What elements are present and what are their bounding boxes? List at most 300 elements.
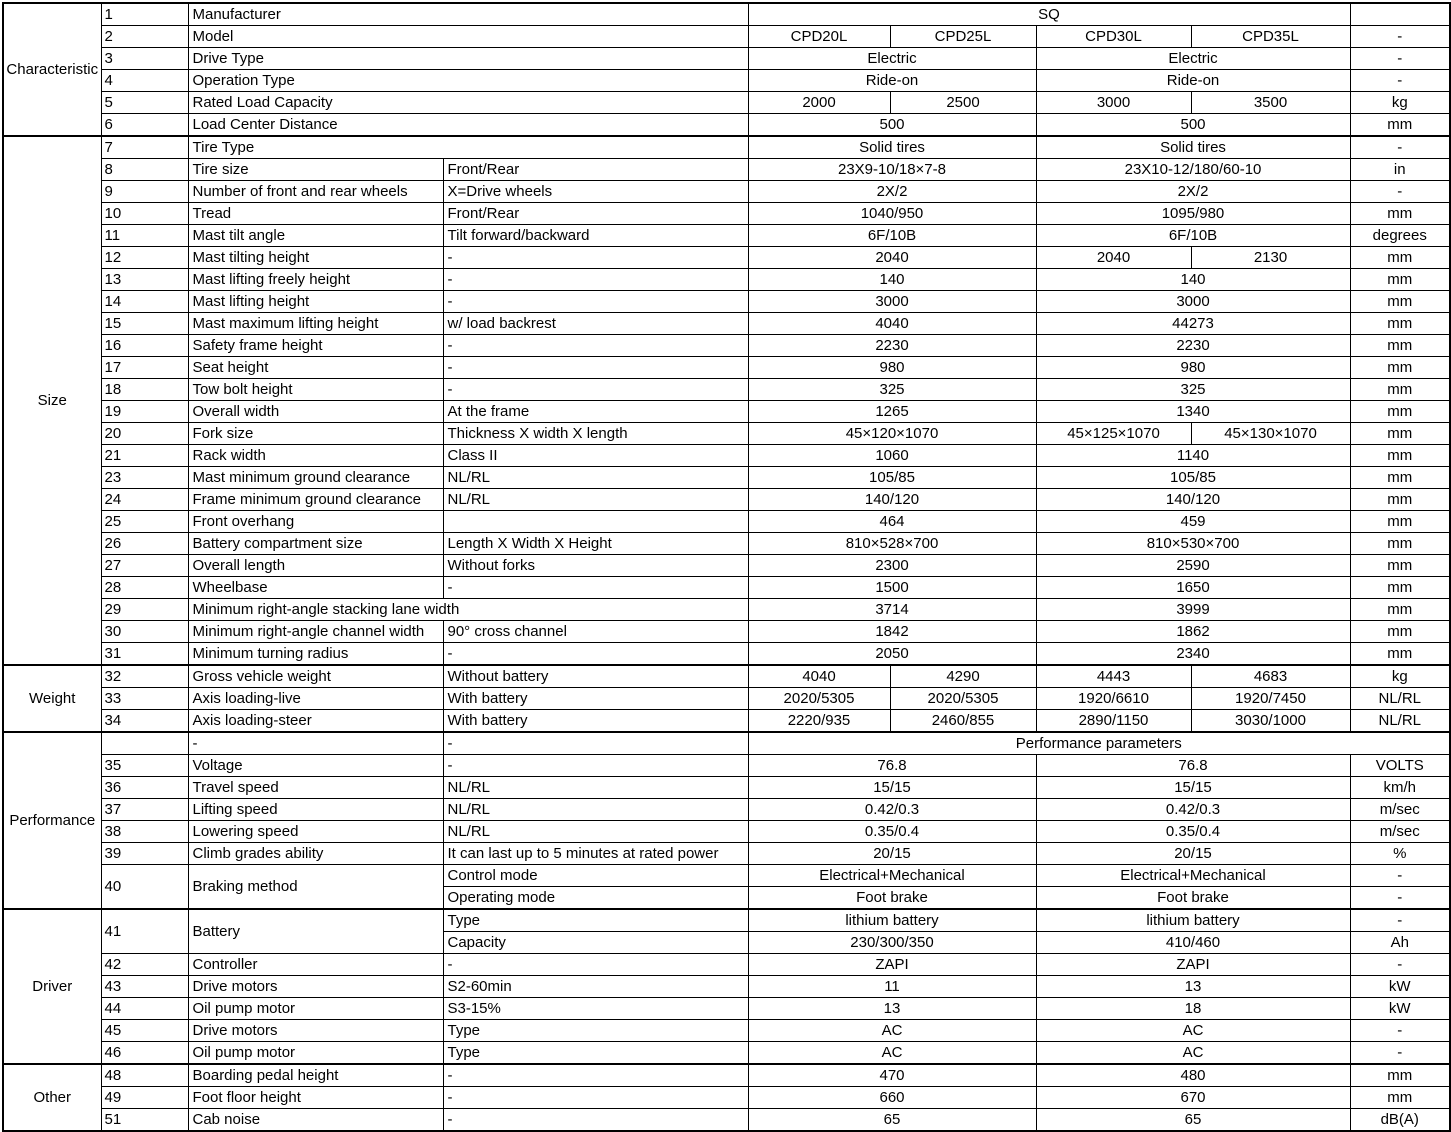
row-number-cell: 25 (101, 511, 188, 533)
row-number-cell: 14 (101, 291, 188, 313)
value-cell: 3999 (1036, 599, 1350, 621)
param-name-cell: Drive Type (188, 48, 748, 70)
param-name-cell: Mast lifting freely height (188, 269, 443, 291)
value-cell: 1265 (748, 401, 1036, 423)
table-row (3, 799, 1450, 821)
table-row (3, 181, 1450, 203)
param-name-cell: Overall width (188, 401, 443, 423)
param-desc-cell: Front/Rear (443, 203, 748, 225)
param-name-cell: Load Center Distance (188, 114, 748, 137)
table-row (3, 1087, 1450, 1109)
row-number-cell: 40 (101, 865, 188, 910)
param-desc-cell: Thickness X width X length (443, 423, 748, 445)
category-cell: Characteristic (3, 3, 101, 136)
value-cell: 2000 (748, 92, 890, 114)
value-cell: 2X/2 (748, 181, 1036, 203)
row-number-cell: 16 (101, 335, 188, 357)
table-row (3, 533, 1450, 555)
param-desc-cell: NL/RL (443, 821, 748, 843)
value-cell: ZAPI (1036, 954, 1350, 976)
param-name-cell: - (188, 732, 443, 755)
value-cell: 2340 (1036, 643, 1350, 666)
unit-cell: VOLTS (1350, 755, 1450, 777)
value-cell: 410/460 (1036, 932, 1350, 954)
table-row (3, 357, 1450, 379)
param-desc-cell: - (443, 269, 748, 291)
value-cell: 4683 (1191, 665, 1350, 688)
value-cell: lithium battery (748, 909, 1036, 932)
value-cell: 1040/950 (748, 203, 1036, 225)
value-cell: 2590 (1036, 555, 1350, 577)
value-cell: AC (1036, 1020, 1350, 1042)
param-name-cell: Cab noise (188, 1109, 443, 1132)
param-name-cell: Mast lifting height (188, 291, 443, 313)
value-cell: CPD25L (890, 26, 1036, 48)
value-cell: CPD30L (1036, 26, 1191, 48)
table-row (3, 423, 1450, 445)
param-desc-cell: Without battery (443, 665, 748, 688)
value-cell: 464 (748, 511, 1036, 533)
row-number-cell: 15 (101, 313, 188, 335)
table-row (3, 998, 1450, 1020)
value-cell: Ride-on (748, 70, 1036, 92)
value-cell: 2130 (1191, 247, 1350, 269)
row-number-cell: 46 (101, 1042, 188, 1065)
param-desc-cell: - (443, 247, 748, 269)
unit-cell: m/sec (1350, 821, 1450, 843)
unit-cell: dB(A) (1350, 1109, 1450, 1132)
table-row (3, 313, 1450, 335)
table-row (3, 577, 1450, 599)
unit-cell: km/h (1350, 777, 1450, 799)
row-number-cell: 45 (101, 1020, 188, 1042)
param-name-cell: Drive motors (188, 976, 443, 998)
table-row (3, 954, 1450, 976)
value-cell: 0.42/0.3 (1036, 799, 1350, 821)
row-number-cell: 24 (101, 489, 188, 511)
row-number-cell: 4 (101, 70, 188, 92)
row-number-cell: 49 (101, 1087, 188, 1109)
unit-cell: NL/RL (1350, 710, 1450, 733)
table-row (3, 710, 1450, 733)
row-number-cell: 12 (101, 247, 188, 269)
row-number-cell: 43 (101, 976, 188, 998)
unit-cell: mm (1350, 511, 1450, 533)
row-number-cell: 35 (101, 755, 188, 777)
param-name-cell: Gross vehicle weight (188, 665, 443, 688)
value-cell: 4290 (890, 665, 1036, 688)
param-desc-cell (443, 511, 748, 533)
value-cell: 1920/6610 (1036, 688, 1191, 710)
param-desc-cell: Type (443, 909, 748, 932)
value-cell: 470 (748, 1064, 1036, 1087)
value-cell: 4040 (748, 313, 1036, 335)
unit-cell: - (1350, 1020, 1450, 1042)
row-number-cell: 2 (101, 26, 188, 48)
unit-cell: mm (1350, 313, 1450, 335)
param-name-cell: Seat height (188, 357, 443, 379)
table-row (3, 489, 1450, 511)
value-cell: 4443 (1036, 665, 1191, 688)
param-name-cell: Foot floor height (188, 1087, 443, 1109)
unit-cell: % (1350, 843, 1450, 865)
unit-cell: - (1350, 954, 1450, 976)
param-name-cell: Safety frame height (188, 335, 443, 357)
table-row (3, 1109, 1450, 1132)
row-number-cell: 29 (101, 599, 188, 621)
value-cell: 1500 (748, 577, 1036, 599)
row-number-cell: 32 (101, 665, 188, 688)
value-cell: 1340 (1036, 401, 1350, 423)
row-number-cell: 34 (101, 710, 188, 733)
unit-cell: mm (1350, 489, 1450, 511)
param-name-cell: Braking method (188, 865, 443, 910)
param-desc-cell: It can last up to 5 minutes at rated power (443, 843, 748, 865)
table-row (3, 732, 1450, 755)
value-cell: 459 (1036, 511, 1350, 533)
value-cell: 13 (748, 998, 1036, 1020)
value-cell: 1650 (1036, 577, 1350, 599)
param-name-cell: Climb grades ability (188, 843, 443, 865)
value-cell: Solid tires (1036, 136, 1350, 159)
param-desc-cell: With battery (443, 688, 748, 710)
value-cell: 140/120 (748, 489, 1036, 511)
value-cell: AC (748, 1042, 1036, 1065)
value-cell: Ride-on (1036, 70, 1350, 92)
table-row (3, 843, 1450, 865)
value-cell: 4040 (748, 665, 890, 688)
value-cell: 3000 (1036, 92, 1191, 114)
value-cell: 140 (1036, 269, 1350, 291)
row-number-cell: 8 (101, 159, 188, 181)
table-row (3, 621, 1450, 643)
value-cell: Electrical+Mechanical (748, 865, 1036, 887)
param-name-cell: Minimum turning radius (188, 643, 443, 666)
table-row (3, 159, 1450, 181)
unit-cell: mm (1350, 423, 1450, 445)
param-desc-cell: Length X Width X Height (443, 533, 748, 555)
value-cell: 76.8 (1036, 755, 1350, 777)
table-row (3, 555, 1450, 577)
value-cell: 2020/5305 (890, 688, 1036, 710)
param-name-cell: Wheelbase (188, 577, 443, 599)
param-name-cell: Tow bolt height (188, 379, 443, 401)
table-row (3, 599, 1450, 621)
unit-cell: mm (1350, 203, 1450, 225)
unit-cell: mm (1350, 555, 1450, 577)
row-number-cell: 18 (101, 379, 188, 401)
value-cell: 3000 (1036, 291, 1350, 313)
param-desc-cell: 90° cross channel (443, 621, 748, 643)
unit-cell: mm (1350, 621, 1450, 643)
row-number-cell: 42 (101, 954, 188, 976)
value-cell: 140/120 (1036, 489, 1350, 511)
value-cell: 2890/1150 (1036, 710, 1191, 733)
param-desc-cell: - (443, 1109, 748, 1132)
unit-cell: mm (1350, 467, 1450, 489)
table-row (3, 92, 1450, 114)
param-name-cell: Tire size (188, 159, 443, 181)
value-cell: 810×530×700 (1036, 533, 1350, 555)
table-row (3, 379, 1450, 401)
value-cell: 45×120×1070 (748, 423, 1036, 445)
row-number-cell: 3 (101, 48, 188, 70)
row-number-cell: 33 (101, 688, 188, 710)
table-row (3, 401, 1450, 423)
table-row (3, 1042, 1450, 1065)
param-desc-cell: NL/RL (443, 467, 748, 489)
param-desc-cell: Without forks (443, 555, 748, 577)
unit-cell: mm (1350, 1064, 1450, 1087)
table-row (3, 26, 1450, 48)
param-desc-cell: S3-15% (443, 998, 748, 1020)
param-desc-cell: - (443, 755, 748, 777)
param-name-cell: Lifting speed (188, 799, 443, 821)
param-name-cell: Travel speed (188, 777, 443, 799)
value-cell: 0.42/0.3 (748, 799, 1036, 821)
table-row (3, 335, 1450, 357)
unit-cell: mm (1350, 401, 1450, 423)
param-desc-cell: Class II (443, 445, 748, 467)
value-cell: SQ (748, 3, 1350, 26)
param-desc-cell: - (443, 732, 748, 755)
row-number-cell: 19 (101, 401, 188, 423)
param-desc-cell: - (443, 335, 748, 357)
value-cell: 2040 (748, 247, 1036, 269)
value-cell: 2460/855 (890, 710, 1036, 733)
category-cell: Driver (3, 909, 101, 1064)
value-cell: 230/300/350 (748, 932, 1036, 954)
param-name-cell: Manufacturer (188, 3, 748, 26)
param-name-cell: Tread (188, 203, 443, 225)
param-name-cell: Tire Type (188, 136, 748, 159)
row-number-cell: 39 (101, 843, 188, 865)
value-cell: 105/85 (1036, 467, 1350, 489)
row-number-cell: 28 (101, 577, 188, 599)
value-cell: 65 (748, 1109, 1036, 1132)
value-cell: 23X10-12/180/60-10 (1036, 159, 1350, 181)
unit-cell: mm (1350, 114, 1450, 137)
param-desc-cell: - (443, 1087, 748, 1109)
category-cell: Other (3, 1064, 101, 1131)
unit-cell: in (1350, 159, 1450, 181)
value-cell: 11 (748, 976, 1036, 998)
value-cell: 3000 (748, 291, 1036, 313)
table-row (3, 203, 1450, 225)
param-desc-cell: Type (443, 1020, 748, 1042)
unit-cell: mm (1350, 269, 1450, 291)
value-cell: 2040 (1036, 247, 1191, 269)
param-name-cell: Oil pump motor (188, 1042, 443, 1065)
table-row (3, 665, 1450, 688)
row-number-cell: 20 (101, 423, 188, 445)
param-name-cell: Axis loading-steer (188, 710, 443, 733)
value-cell: CPD20L (748, 26, 890, 48)
table-row (3, 48, 1450, 70)
unit-cell: mm (1350, 643, 1450, 666)
param-name-cell: Mast maximum lifting height (188, 313, 443, 335)
row-number-cell: 6 (101, 114, 188, 137)
param-name-cell: Lowering speed (188, 821, 443, 843)
row-number-cell: 37 (101, 799, 188, 821)
table-row (3, 643, 1450, 666)
value-cell: 0.35/0.4 (1036, 821, 1350, 843)
row-number-cell: 11 (101, 225, 188, 247)
param-name-cell: Axis loading-live (188, 688, 443, 710)
unit-cell: mm (1350, 357, 1450, 379)
row-number-cell: 7 (101, 136, 188, 159)
value-cell: 20/15 (1036, 843, 1350, 865)
param-desc-cell: Tilt forward/backward (443, 225, 748, 247)
value-cell: 65 (1036, 1109, 1350, 1132)
value-cell: 1862 (1036, 621, 1350, 643)
param-desc-cell: w/ load backrest (443, 313, 748, 335)
param-name-cell: Minimum right-angle stacking lane width (188, 599, 748, 621)
unit-cell: mm (1350, 533, 1450, 555)
table-row (3, 445, 1450, 467)
unit-cell: kg (1350, 92, 1450, 114)
value-cell: 15/15 (1036, 777, 1350, 799)
value-cell: 480 (1036, 1064, 1350, 1087)
row-number-cell: 31 (101, 643, 188, 666)
table-row (3, 865, 1450, 887)
value-cell: AC (748, 1020, 1036, 1042)
row-number-cell: 41 (101, 909, 188, 954)
param-desc-cell: X=Drive wheels (443, 181, 748, 203)
row-number-cell: 21 (101, 445, 188, 467)
table-row (3, 909, 1450, 932)
param-desc-cell: S2-60min (443, 976, 748, 998)
row-number-cell: 26 (101, 533, 188, 555)
value-cell: 105/85 (748, 467, 1036, 489)
param-name-cell: Operation Type (188, 70, 748, 92)
param-desc-cell: Control mode (443, 865, 748, 887)
unit-cell: mm (1350, 379, 1450, 401)
value-cell: 45×125×1070 (1036, 423, 1191, 445)
row-number-cell: 17 (101, 357, 188, 379)
value-cell: 0.35/0.4 (748, 821, 1036, 843)
unit-cell: - (1350, 136, 1450, 159)
param-name-cell: Mast minimum ground clearance (188, 467, 443, 489)
value-cell: 2050 (748, 643, 1036, 666)
row-number-cell: 1 (101, 3, 188, 26)
unit-cell (1350, 3, 1450, 26)
category-cell: Performance (3, 732, 101, 909)
param-name-cell: Fork size (188, 423, 443, 445)
table-row (3, 1020, 1450, 1042)
param-desc-cell: - (443, 954, 748, 976)
value-cell: 810×528×700 (748, 533, 1036, 555)
param-desc-cell: With battery (443, 710, 748, 733)
table-row (3, 247, 1450, 269)
unit-cell: kW (1350, 998, 1450, 1020)
value-cell: 2X/2 (1036, 181, 1350, 203)
param-name-cell: Battery compartment size (188, 533, 443, 555)
value-cell: 500 (748, 114, 1036, 137)
table-row (3, 821, 1450, 843)
param-name-cell: Oil pump motor (188, 998, 443, 1020)
param-desc-cell: NL/RL (443, 777, 748, 799)
unit-cell: - (1350, 48, 1450, 70)
value-cell: 2300 (748, 555, 1036, 577)
table-row (3, 225, 1450, 247)
value-cell: 980 (748, 357, 1036, 379)
row-number-cell: 5 (101, 92, 188, 114)
unit-cell: mm (1350, 291, 1450, 313)
value-cell: Electric (1036, 48, 1350, 70)
table-row (3, 511, 1450, 533)
row-number-cell: 51 (101, 1109, 188, 1132)
param-name-cell: Rated Load Capacity (188, 92, 748, 114)
param-name-cell: Model (188, 26, 748, 48)
param-name-cell: Mast tilting height (188, 247, 443, 269)
unit-cell: - (1350, 865, 1450, 887)
param-name-cell: Controller (188, 954, 443, 976)
param-name-cell: Frame minimum ground clearance (188, 489, 443, 511)
value-cell: Electric (748, 48, 1036, 70)
param-desc-cell: - (443, 291, 748, 313)
row-number-cell: 9 (101, 181, 188, 203)
table-row (3, 688, 1450, 710)
param-desc-cell: - (443, 379, 748, 401)
param-name-cell: Boarding pedal height (188, 1064, 443, 1087)
param-name-cell: Drive motors (188, 1020, 443, 1042)
value-cell: Solid tires (748, 136, 1036, 159)
value-cell: 13 (1036, 976, 1350, 998)
unit-cell: mm (1350, 335, 1450, 357)
param-desc-cell: - (443, 643, 748, 666)
row-number-cell: 44 (101, 998, 188, 1020)
param-name-cell: Voltage (188, 755, 443, 777)
value-cell: CPD35L (1191, 26, 1350, 48)
category-cell: Size (3, 136, 101, 665)
unit-cell: mm (1350, 247, 1450, 269)
table-row (3, 467, 1450, 489)
table-row (3, 136, 1450, 159)
value-cell: 1920/7450 (1191, 688, 1350, 710)
unit-cell: - (1350, 181, 1450, 203)
unit-cell: mm (1350, 445, 1450, 467)
row-number-cell: 10 (101, 203, 188, 225)
value-cell: 670 (1036, 1087, 1350, 1109)
category-cell: Weight (3, 665, 101, 732)
value-cell: 6F/10B (748, 225, 1036, 247)
param-name-cell: Minimum right-angle channel width (188, 621, 443, 643)
param-name-cell: Rack width (188, 445, 443, 467)
row-number-cell: 38 (101, 821, 188, 843)
param-name-cell: Number of front and rear wheels (188, 181, 443, 203)
value-cell: 3500 (1191, 92, 1350, 114)
param-name-cell: Front overhang (188, 511, 443, 533)
value-cell: ZAPI (748, 954, 1036, 976)
param-desc-cell: Front/Rear (443, 159, 748, 181)
value-cell: lithium battery (1036, 909, 1350, 932)
param-name-cell: Overall length (188, 555, 443, 577)
value-cell: Foot brake (1036, 887, 1350, 910)
row-number-cell: 36 (101, 777, 188, 799)
value-cell: 980 (1036, 357, 1350, 379)
value-cell: 23X9-10/18×7-8 (748, 159, 1036, 181)
value-cell: 6F/10B (1036, 225, 1350, 247)
value-cell: 1060 (748, 445, 1036, 467)
value-cell: 500 (1036, 114, 1350, 137)
value-cell: 2020/5305 (748, 688, 890, 710)
param-desc-cell: At the frame (443, 401, 748, 423)
value-cell: 325 (748, 379, 1036, 401)
value-cell: 76.8 (748, 755, 1036, 777)
param-desc-cell: - (443, 577, 748, 599)
row-number-cell (101, 732, 188, 755)
